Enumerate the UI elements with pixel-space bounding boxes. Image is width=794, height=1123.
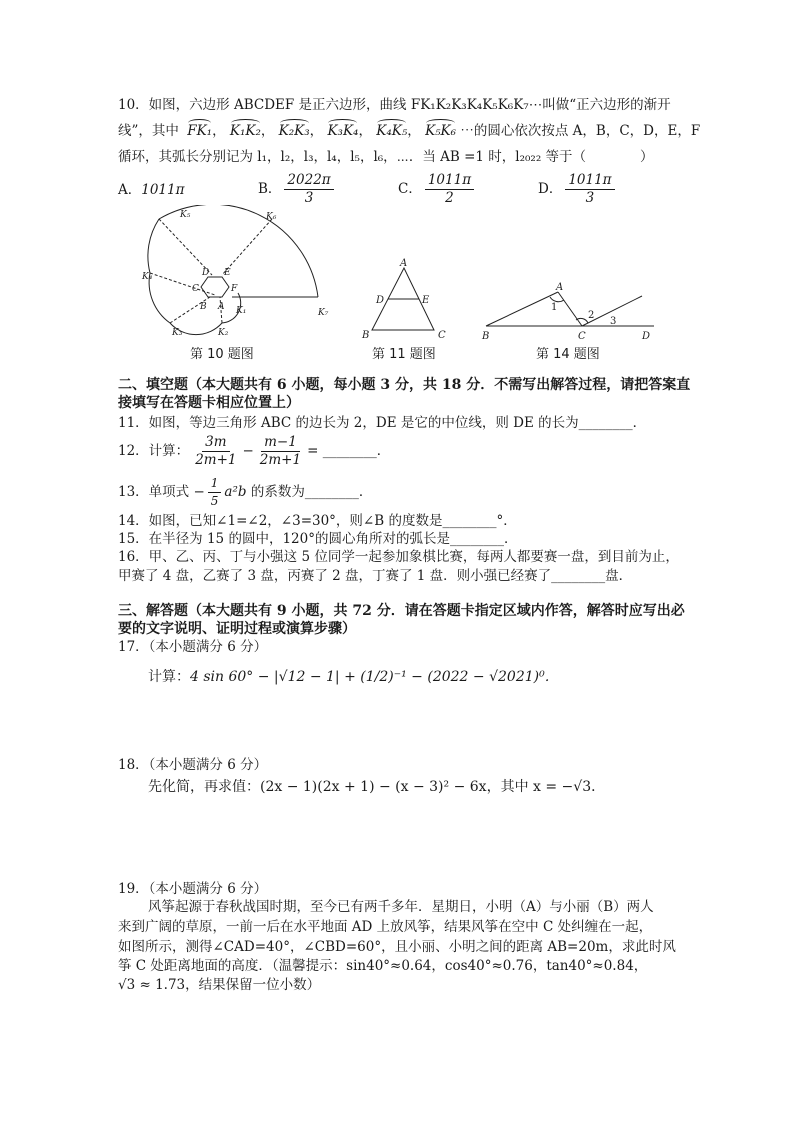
- fig10-label-e: E: [224, 268, 231, 278]
- choice-c[interactable]: [398, 172, 477, 207]
- fig10-label-k3: K₃: [172, 328, 183, 338]
- fig11-label-d: D: [376, 295, 385, 306]
- fig10-label-f: F: [231, 284, 238, 294]
- q12: [118, 432, 390, 470]
- q12-fraction-2: $\frac{m-1}{2m+1}$: [259, 434, 302, 468]
- q19-line1: 风筝起源于春秋战国时期，至今已有两千多年．星期日，小明（A）与小丽（B）两人: [148, 899, 654, 915]
- choice-b-label: B．: [258, 181, 282, 197]
- q13-prefix: 13．单项式 −: [118, 484, 205, 500]
- choice-b-fraction: $\frac{2022\pi}{3}$: [284, 172, 333, 207]
- fig14-label-c: C: [578, 331, 586, 342]
- fig14-label-d: D: [642, 331, 651, 342]
- fig10-label-k6: K₆: [266, 212, 277, 222]
- arc-k3k4: K₃K₄: [327, 123, 359, 139]
- q16-line2: 甲赛了 4 盘，乙赛了 3 盘，丙赛了 2 盘，丁赛了 1 盘．则小强已经赛了________盘．: [118, 568, 633, 584]
- fig14-caption: 第 14 题图: [536, 347, 600, 362]
- choice-d[interactable]: [538, 172, 618, 207]
- choice-a[interactable]: [118, 178, 184, 198]
- q13-fraction: $\frac{1}{5}$: [208, 475, 222, 510]
- q19-line3: 如图所示，测得∠CAD=40°，∠CBD=60°，且小丽、小明之间的距离 AB=20m，求此时风: [118, 939, 676, 955]
- q12-fraction-1: $\frac{3m}{2m+1}$: [195, 434, 237, 468]
- fig14-label-1: 1: [551, 302, 558, 313]
- q18-title: 18．（本小题满分 6 分）: [118, 757, 268, 773]
- choice-c-fraction: $\frac{1011\pi}{2}$: [425, 172, 474, 207]
- q17-title: 17．（本小题满分 6 分）: [118, 639, 268, 655]
- q10-line2: 线”，其中 FK₁， K₁K₂， K₂K₃， K₃K₄， K₄K₅， K₅K₆ ⋯的圆心依次按点 A，B，C，D，E，F: [118, 123, 701, 139]
- q19-line5: √3 ≈ 1.73，结果保留一位小数）: [118, 977, 321, 993]
- q19-title: 19．（本小题满分 6 分）: [118, 881, 268, 897]
- q17-prefix: 计算：: [148, 669, 190, 685]
- fig10-hexagon: [201, 277, 229, 297]
- fig11-label-e: E: [422, 295, 430, 306]
- fig10-label-a: A: [218, 302, 225, 312]
- arc-fk1: FK₁: [187, 123, 213, 139]
- fig11-caption: 第 11 题图: [372, 347, 436, 362]
- fig10-label-k4: K₄: [142, 272, 153, 282]
- q12-suffix: = ________．: [307, 443, 391, 459]
- fig10-label-k7: K₇: [318, 308, 329, 318]
- choice-b[interactable]: [258, 172, 337, 207]
- arc-k2k3: K₂K₃: [278, 123, 310, 139]
- q10-line1: 10．如图，六边形 ABCDEF 是正六边形，曲线 FK₁K₂K₃K₄K₅K₆K₇⋯叫做“正六边形的渐开: [118, 97, 671, 113]
- fig14-label-a: A: [556, 282, 564, 293]
- q12-prefix: 12．计算：: [118, 443, 190, 459]
- figure-10: [140, 205, 340, 345]
- fig11-label-a: A: [400, 258, 408, 269]
- q10-line2a: 线”，其中: [118, 123, 179, 139]
- fig14-label-b: B: [482, 331, 490, 342]
- q12-minus: −: [242, 443, 254, 459]
- q17-expression: [148, 668, 559, 686]
- q16-line1: 16．甲、乙、丙、丁与小强这 5 位同学一起参加象棋比赛，每两人都要赛一盘，到目前为止，: [118, 549, 679, 565]
- section2-header-line2: 接填写在答题卡相应位置上）: [118, 395, 300, 411]
- q14: 14．如图，已知∠1=∠2，∠3=30°，则∠B 的度数是________°．: [118, 513, 517, 529]
- choice-d-fraction: $\frac{1011\pi}{3}$: [565, 172, 614, 207]
- figure-11: [360, 258, 460, 342]
- section3-header-line1: 三、解答题（本大题共有 9 小题，共 72 分．请在答题卡指定区域内作答，解答时应写出必: [118, 603, 685, 619]
- q10-line2b: ⋯的圆心依次按点 A，B，C，D，E，F: [460, 123, 701, 139]
- choice-c-label: C．: [398, 181, 422, 197]
- fig11-label-b: B: [362, 330, 370, 341]
- arc-k4k5: K₄K₅: [376, 123, 408, 139]
- fig14-label-3: 3: [610, 316, 617, 327]
- choice-a-label: A．: [118, 182, 142, 198]
- q15: 15．在半径为 15 的圆中，120°的圆心角所对的弧长是________．: [118, 531, 518, 547]
- arc-k1k2: K₁K₂: [229, 123, 261, 139]
- section3-header-line2: 要的文字说明、证明过程或演算步骤）: [118, 621, 356, 637]
- q13-suffix: 的系数为________．: [246, 484, 373, 500]
- fig10-label-d: D: [202, 268, 210, 278]
- fig11-label-c: C: [438, 330, 446, 341]
- q19-line4: 筝 C 处距离地面的高度．（温馨提示：sin40°≈0.64，cos40°≈0.76，tan40°≈0.84，: [118, 958, 648, 974]
- fig10-label-c: C: [192, 284, 199, 294]
- fig10-label-k5: K₅: [180, 210, 191, 220]
- figure-14: [478, 280, 664, 342]
- choice-a-value: 1011π: [141, 182, 185, 198]
- q13-term: a²b: [224, 484, 247, 500]
- fig10-label-k2: K₂: [218, 328, 229, 338]
- q11: 11．如图，等边三角形 ABC 的边长为 2，DE 是它的中位线，则 DE 的长为________．: [118, 415, 647, 431]
- fig14-label-2: 2: [588, 310, 595, 321]
- fig10-label-k1: K₁: [236, 306, 247, 316]
- q19-line2: 来到广阔的草原，一前一后在水平地面 AD 上放风筝，结果风筝在空中 C 处纠缠在一起，: [118, 919, 653, 935]
- fig10-label-b: B: [200, 302, 207, 312]
- section2-header-line1: 二、填空题（本大题共有 6 小题，每小题 3 分，共 18 分．不需写出解答过程，请把答案直: [118, 377, 691, 393]
- q10-line3: 循环，其弧长分别记为 l₁，l₂，l₃，l₄，l₅，l₆，⋯．当 AB =1 时，l₂₀₂₂ 等于（ ）: [118, 149, 654, 165]
- q17-expr: 4 sin 60° − |√12 − 1| + (1/2)⁻¹ − (2022 − √2021)⁰．: [190, 669, 559, 685]
- fig10-caption: 第 10 题图: [190, 347, 254, 362]
- arc-k5k6: K₅K₆: [425, 123, 457, 139]
- q13: [118, 474, 372, 510]
- q18-text: 先化简，再求值：(2x − 1)(2x + 1) − (x − 3)² − 6x，其中 x = −√3．: [148, 779, 606, 795]
- choice-d-label: D．: [538, 181, 563, 197]
